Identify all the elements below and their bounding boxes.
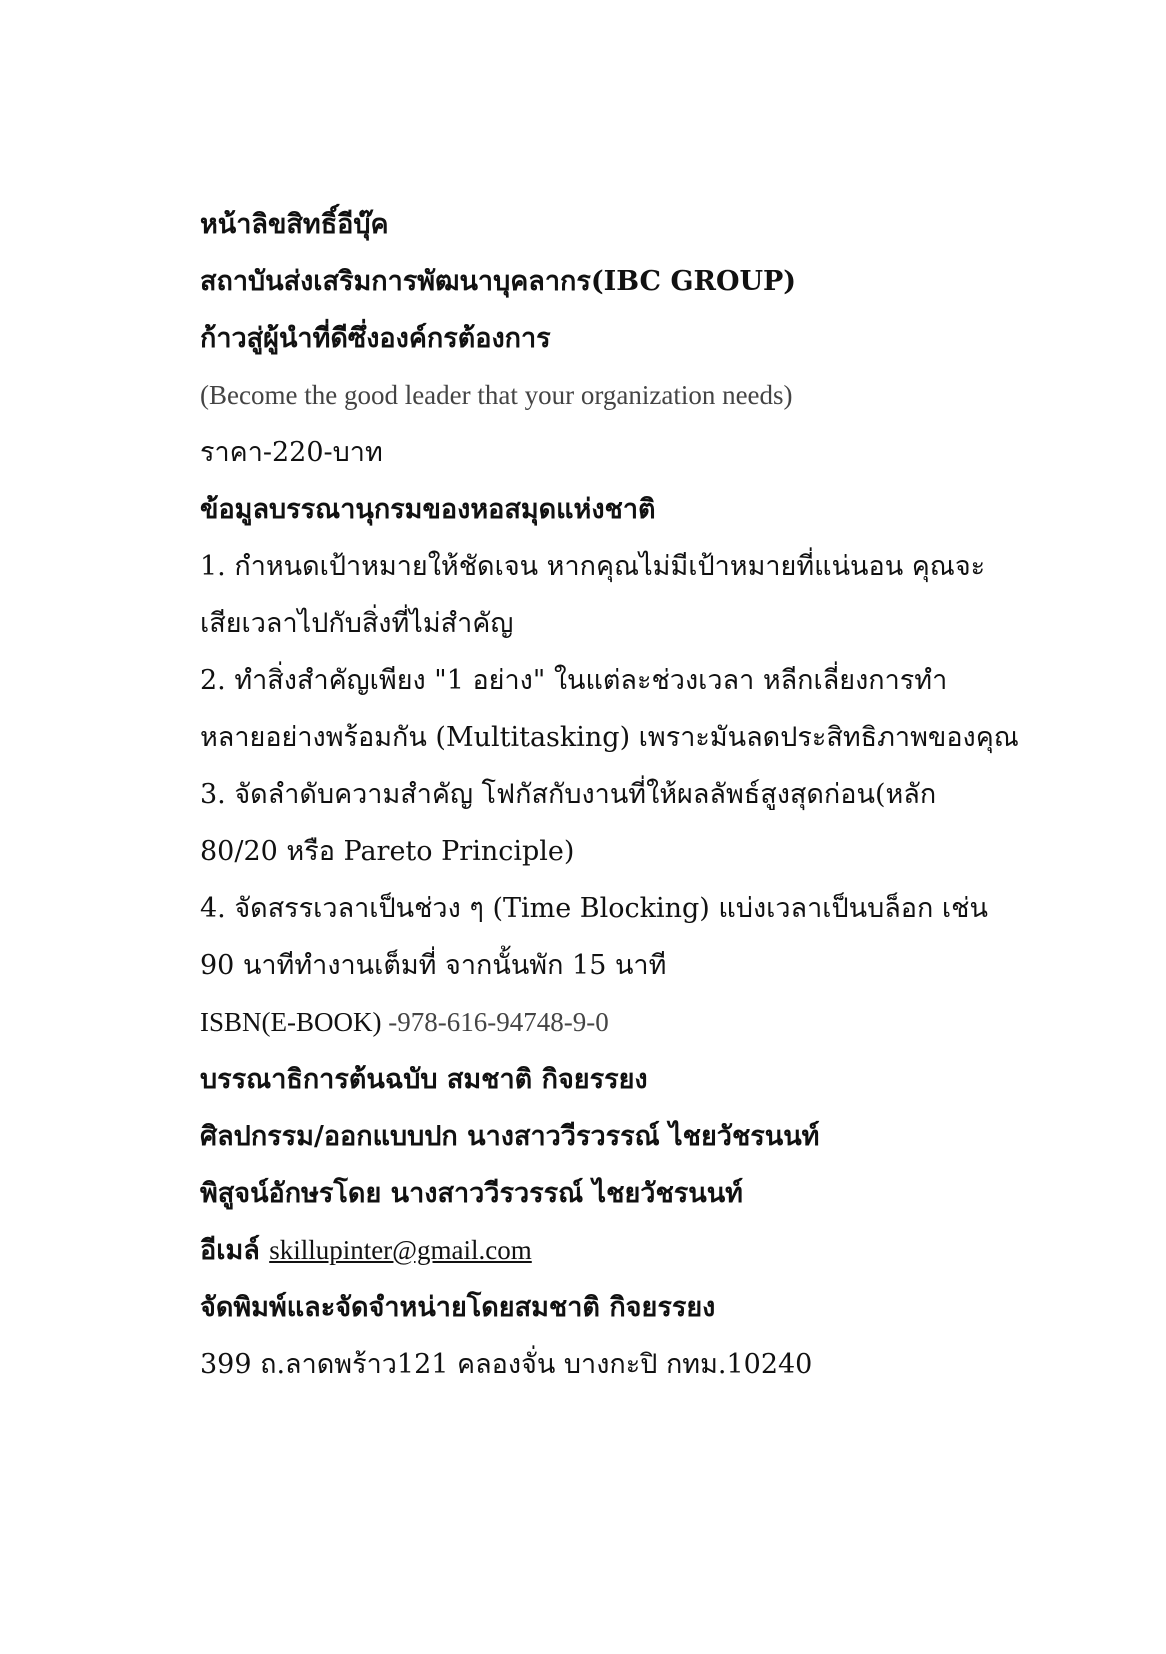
copyright-content (200, 196, 1100, 1393)
book-title-english: (Become the good leader that your organization needs) (200, 380, 793, 410)
item-4-line-2: 90 นาทีทำงานเต็มที่ จากนั้นพัก 15 นาที (200, 950, 667, 981)
printer-line: จัดพิมพ์และจัดจำหน่ายโดยสมชาติ กิจยรรยง (200, 1292, 716, 1323)
item-4-line-1: 4. จัดสรรเวลาเป็นช่วง ๆ (Time Blocking) แบ่งเวลาเป็นบล็อก เช่น (200, 893, 988, 924)
email-label: อีเมล์ (200, 1235, 270, 1266)
item-1-line-1: 1. กำหนดเป้าหมายให้ชัดเจน หากคุณไม่มีเป้าหมายที่แน่นอน คุณจะ (200, 551, 986, 582)
art-line: ศิลปกรรม/ออกแบบปก นางสาววีรวรรณ์ ไชยวัชรนนท์ (200, 1121, 820, 1152)
item-3-line-1: 3. จัดลำดับความสำคัญ โฟกัสกับงานที่ให้ผลลัพธ์สูงสุดก่อน(หลัก (200, 779, 937, 810)
email-line (200, 1222, 1100, 1279)
book-title-thai: ก้าวสู่ผู้นำที่ดีซึ่งองค์กรต้องการ (200, 323, 551, 354)
email-link[interactable]: skillupinter@gmail.com (269, 1235, 532, 1265)
copyright-heading: หน้าลิขสิทธิ์อีบุ๊ค (200, 209, 389, 240)
item-2-line-2: หลายอย่างพร้อมกัน (Multitasking) เพราะมันลดประสิทธิภาพของคุณ (200, 722, 1019, 753)
editor-line: บรรณาธิการต้นฉบับ สมชาติ กิจยรรยง (200, 1064, 648, 1095)
isbn-label: ISBN(E-BOOK) (200, 1007, 382, 1037)
catalog-heading: ข้อมูลบรรณานุกรมของหอสมุดแห่งชาติ (200, 494, 656, 525)
item-2-line-1: 2. ทำสิ่งสำคัญเพียง "1 อย่าง" ในแต่ละช่วงเวลา หลีกเลี่ยงการทำ (200, 665, 948, 696)
item-3-line-2: 80/20 หรือ Pareto Principle) (200, 836, 575, 867)
proofreader-line: พิสูจน์อักษรโดย นางสาววีรวรรณ์ ไชยวัชรนนท์ (200, 1178, 743, 1209)
item-1-line-2: เสียเวลาไปกับสิ่งที่ไม่สำคัญ (200, 608, 514, 639)
isbn-value: -978-616-94748-9-0 (381, 1007, 609, 1037)
price-line: ราคา-220-บาท (200, 437, 383, 468)
isbn-line (200, 994, 1100, 1051)
publisher-name: สถาบันส่งเสริมการพัฒนาบุคลากร(IBC GROUP) (200, 266, 797, 297)
address-line: 399 ถ.ลาดพร้าว121 คลองจั่น บางกะปิ กทม.10240 (200, 1349, 813, 1380)
